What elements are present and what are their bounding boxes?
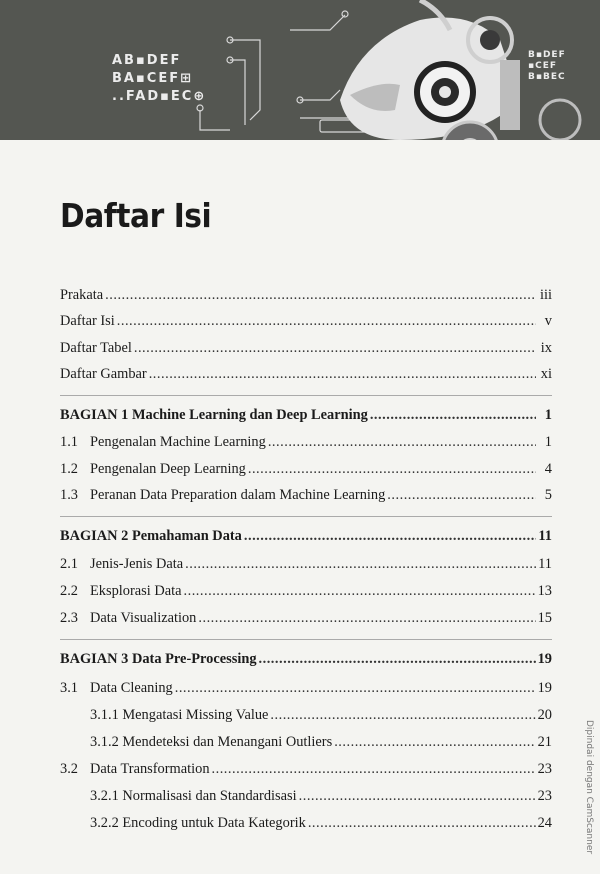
toc-entry-title: Peranan Data Preparation dalam Machine Learning bbox=[90, 487, 386, 503]
toc-entry[interactable] bbox=[60, 583, 552, 600]
toc-entry-number: 1.1 bbox=[60, 434, 78, 450]
toc-entry[interactable] bbox=[90, 815, 552, 832]
toc-entry[interactable] bbox=[60, 680, 552, 697]
toc-entry-title: BAGIAN 2 Pemahaman Data bbox=[60, 528, 242, 544]
toc-entry[interactable] bbox=[60, 340, 552, 357]
toc-entry-title: Eksplorasi Data bbox=[90, 583, 182, 599]
toc-entry-page: 23 bbox=[537, 761, 552, 777]
scanner-watermark bbox=[582, 720, 596, 870]
toc-entry-page: 5 bbox=[544, 487, 552, 503]
toc-entry-title: Data Cleaning bbox=[90, 680, 173, 696]
toc-entry-title: Daftar Gambar bbox=[60, 366, 147, 382]
toc-entry-number: 2.3 bbox=[60, 610, 78, 626]
toc-entry[interactable] bbox=[60, 651, 552, 668]
toc-entry[interactable] bbox=[60, 407, 552, 424]
toc-entry[interactable] bbox=[60, 434, 552, 451]
toc-entry-page: v bbox=[544, 313, 552, 329]
toc-entry[interactable] bbox=[60, 556, 552, 573]
toc-entry-title: BAGIAN 3 Data Pre-Processing bbox=[60, 651, 257, 667]
toc-entry-page: 24 bbox=[537, 815, 552, 831]
toc-leader-dots bbox=[370, 407, 536, 424]
circuit-robot-illustration bbox=[0, 0, 600, 140]
toc-entry-title: 3.1.2 Mendeteksi dan Menangani Outliers bbox=[90, 734, 333, 750]
section-divider bbox=[60, 395, 552, 396]
toc-entry-page: 1 bbox=[544, 434, 552, 450]
toc-entry-number: 2.2 bbox=[60, 583, 78, 599]
toc-entry[interactable] bbox=[60, 487, 552, 504]
toc-entry-page: 23 bbox=[537, 788, 552, 804]
toc-entry[interactable] bbox=[60, 761, 552, 778]
toc-leader-dots bbox=[117, 313, 536, 330]
toc-entry-number: 2.1 bbox=[60, 556, 78, 572]
toc-leader-dots bbox=[198, 610, 535, 627]
toc-leader-dots bbox=[175, 680, 536, 697]
toc-entry-page: 4 bbox=[544, 461, 552, 477]
toc-leader-dots bbox=[212, 761, 536, 778]
toc-leader-dots bbox=[248, 461, 536, 478]
toc-entry-page: 15 bbox=[537, 610, 552, 626]
toc-entry-page: 21 bbox=[537, 734, 552, 750]
toc-entry-title: Pengenalan Machine Learning bbox=[90, 434, 266, 450]
toc-entry-title: 3.2.1 Normalisasi dan Standardisasi bbox=[90, 788, 297, 804]
toc-entry-number: 3.1 bbox=[60, 680, 78, 696]
toc-entry-title: Jenis-Jenis Data bbox=[90, 556, 184, 572]
scanner-watermark-text: Dipindai dengan CamScanner bbox=[584, 720, 594, 855]
toc-entry-title: 3.2.2 Encoding untuk Data Kategorik bbox=[90, 815, 306, 831]
header-banner bbox=[0, 0, 600, 140]
toc-entry[interactable] bbox=[90, 788, 552, 805]
toc-leader-dots bbox=[268, 434, 536, 451]
toc-entry-page: 13 bbox=[537, 583, 552, 599]
toc-entry[interactable] bbox=[60, 287, 552, 304]
toc-entry[interactable] bbox=[60, 610, 552, 627]
toc-entry-page: xi bbox=[540, 366, 552, 382]
toc-leader-dots bbox=[134, 340, 536, 357]
toc-entry[interactable] bbox=[90, 734, 552, 751]
toc-entry-page: 11 bbox=[538, 528, 552, 544]
decorative-letter-pattern-right: B▪DEF ▪CEF B▪BEC bbox=[528, 50, 566, 82]
toc-entry-title: Prakata bbox=[60, 287, 104, 303]
toc-leader-dots bbox=[184, 583, 536, 600]
toc-entry-title: Daftar Isi bbox=[60, 313, 115, 329]
toc-entry-title: Data Transformation bbox=[90, 761, 210, 777]
toc-entry-page: ix bbox=[540, 340, 552, 356]
toc-leader-dots bbox=[334, 734, 535, 751]
toc-entry-page: 11 bbox=[538, 556, 552, 572]
toc-leader-dots bbox=[149, 366, 536, 383]
toc-entry-page: 1 bbox=[544, 407, 552, 423]
toc-leader-dots bbox=[270, 707, 535, 724]
section-divider bbox=[60, 516, 552, 517]
toc-entry-page: 19 bbox=[537, 651, 552, 667]
toc-entry[interactable] bbox=[60, 313, 552, 330]
toc-leader-dots bbox=[308, 815, 536, 832]
toc-entry-title: Data Visualization bbox=[90, 610, 197, 626]
toc-entry-number: 3.2 bbox=[60, 761, 78, 777]
toc-entry-number: 1.3 bbox=[60, 487, 78, 503]
toc-entry-number: 1.2 bbox=[60, 461, 78, 477]
toc-entry[interactable] bbox=[60, 528, 552, 545]
toc-entry-title: Daftar Tabel bbox=[60, 340, 132, 356]
toc-leader-dots bbox=[244, 528, 536, 545]
toc-leader-dots bbox=[387, 487, 536, 504]
toc-entry[interactable] bbox=[90, 707, 552, 724]
toc-entry-title: 3.1.1 Mengatasi Missing Value bbox=[90, 707, 269, 723]
decorative-letter-pattern: AB▪DEF BA▪CEF⊞ ..FAD▪EC⊕ bbox=[112, 53, 207, 104]
toc-entry-page: 20 bbox=[537, 707, 552, 723]
toc-leader-dots bbox=[299, 788, 536, 805]
toc-leader-dots bbox=[259, 651, 536, 668]
toc-entry[interactable] bbox=[60, 461, 552, 478]
toc-entry-page: 19 bbox=[537, 680, 552, 696]
toc-entry[interactable] bbox=[60, 366, 552, 383]
toc-leader-dots bbox=[185, 556, 536, 573]
toc-entry-title: Pengenalan Deep Learning bbox=[90, 461, 246, 477]
toc-entry-page: iii bbox=[540, 287, 552, 303]
toc-leader-dots bbox=[105, 287, 536, 304]
page-title: Daftar Isi bbox=[60, 196, 212, 235]
section-divider bbox=[60, 639, 552, 640]
toc-entry-title: BAGIAN 1 Machine Learning dan Deep Learning bbox=[60, 407, 368, 423]
